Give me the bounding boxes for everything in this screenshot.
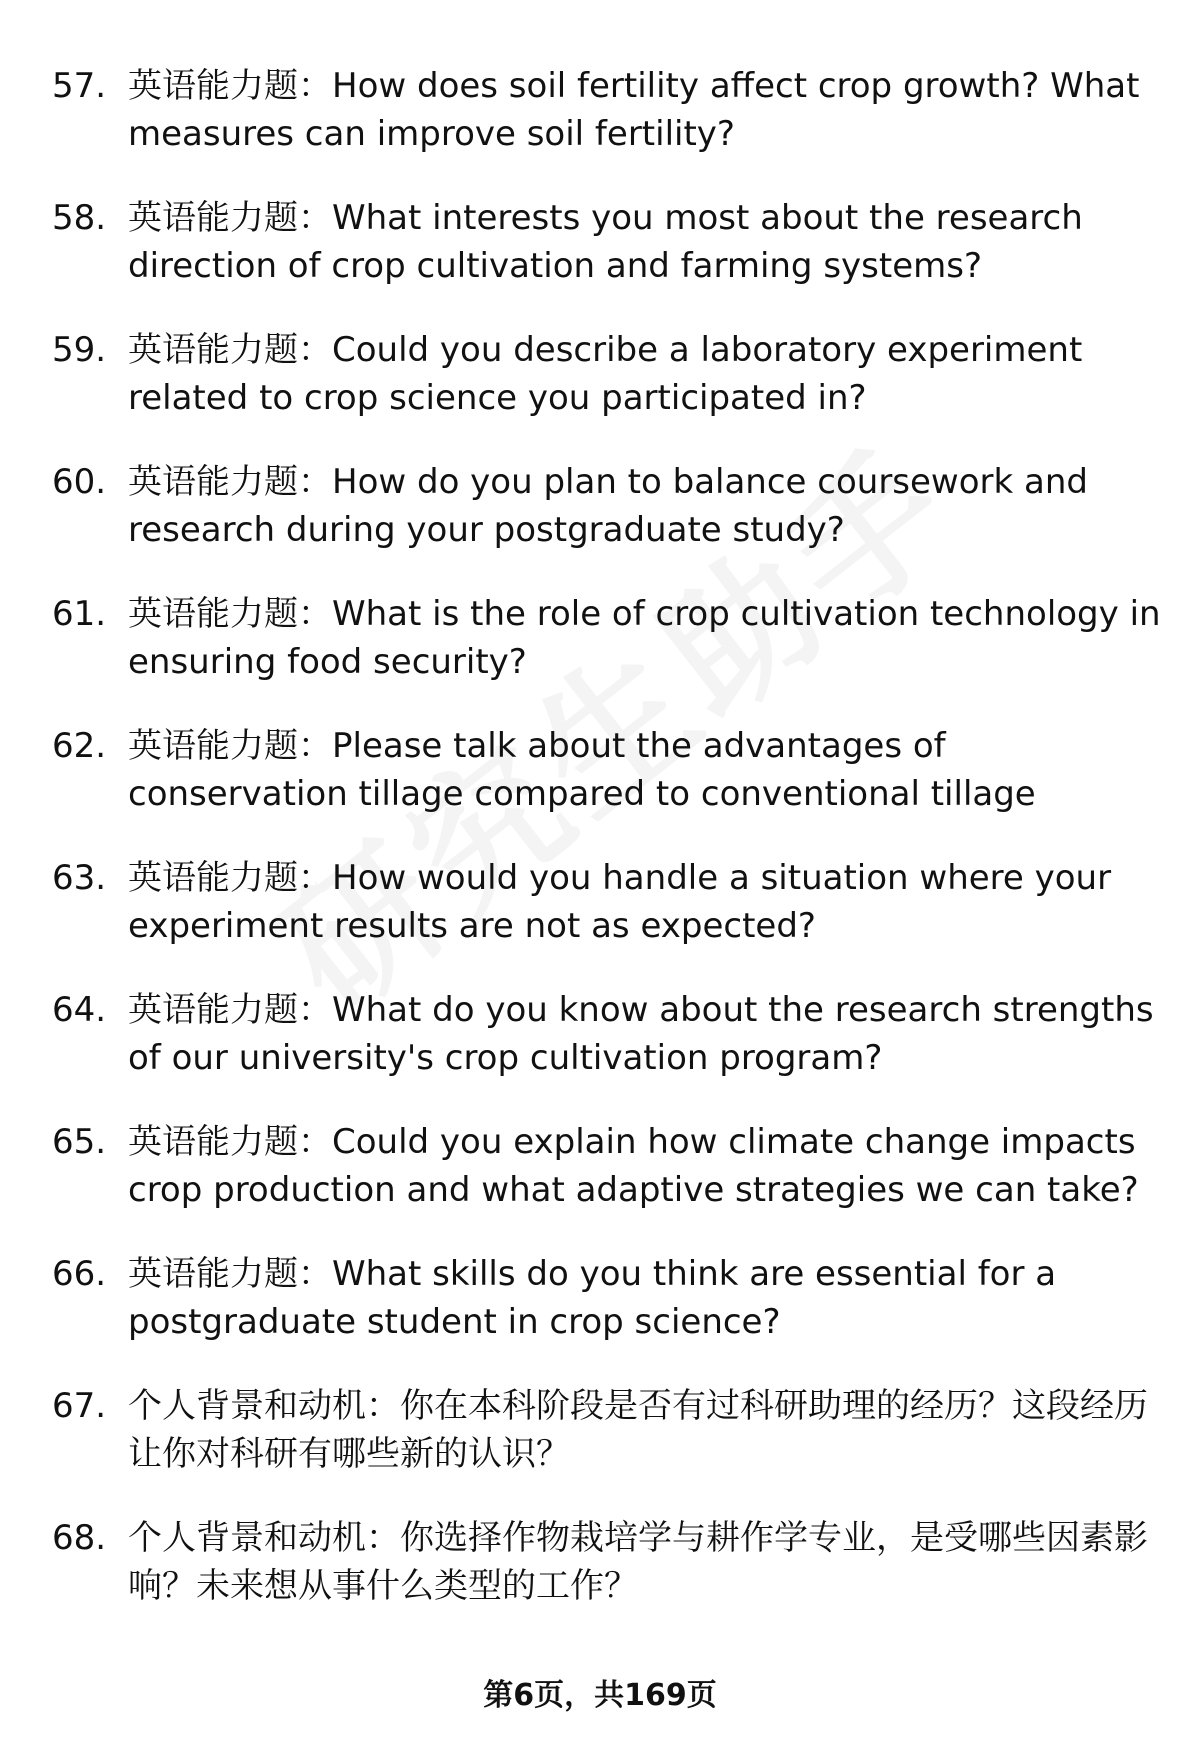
question-text: 英语能力题：What interests you most about the research direction of crop cultivation and farming systems? — [128, 198, 1083, 286]
question-item — [0, 194, 1200, 326]
question-text: 英语能力题：What do you know about the research strengths of our university's crop cultivation program? — [128, 990, 1154, 1078]
question-text: 英语能力题：How would you handle a situation where your experiment results are not as expected? — [128, 858, 1112, 946]
question-text: 英语能力题：What is the role of crop cultivation technology in ensuring food security? — [128, 594, 1161, 682]
question-item — [0, 1118, 1200, 1250]
question-text: 英语能力题：Could you describe a laboratory experiment related to crop science you participated in? — [128, 330, 1083, 418]
question-list — [0, 62, 1200, 1646]
question-number: 61. — [52, 594, 107, 634]
question-text: 英语能力题：How does soil fertility affect crop growth? What measures can improve soil fertility? — [128, 66, 1140, 154]
question-number: 63. — [52, 858, 107, 898]
question-item — [0, 1250, 1200, 1382]
question-item — [0, 62, 1200, 194]
question-item — [0, 458, 1200, 590]
question-text: 英语能力题：What skills do you think are essential for a postgraduate student in crop science? — [128, 1254, 1057, 1342]
question-text: 英语能力题：How do you plan to balance coursework and research during your postgraduate study? — [128, 462, 1088, 550]
question-number: 59. — [52, 330, 107, 370]
question-text: 个人背景和动机：你选择作物栽培学与耕作学专业，是受哪些因素影响？未来想从事什么类型的工作？ — [128, 1518, 1148, 1606]
question-number: 67. — [52, 1386, 107, 1426]
question-number: 60. — [52, 462, 107, 502]
question-number: 62. — [52, 726, 107, 766]
question-number: 58. — [52, 198, 107, 238]
question-number: 65. — [52, 1122, 107, 1162]
page-footer: 第6页，共169页 — [483, 1678, 717, 1713]
question-item — [0, 590, 1200, 722]
question-text: 英语能力题：Please talk about the advantages of conservation tillage compared to conventional tillage — [128, 726, 1036, 814]
question-item — [0, 326, 1200, 458]
question-number: 57. — [52, 66, 107, 106]
question-item — [0, 986, 1200, 1118]
question-item — [0, 722, 1200, 854]
question-number: 66. — [52, 1254, 107, 1294]
question-text: 英语能力题：Could you explain how climate change impacts crop production and what adaptive strategies we can take? — [128, 1122, 1139, 1210]
question-number: 64. — [52, 990, 107, 1030]
question-item — [0, 1514, 1200, 1646]
question-number: 68. — [52, 1518, 107, 1558]
question-item — [0, 854, 1200, 986]
question-item — [0, 1382, 1200, 1514]
question-text: 个人背景和动机：你在本科阶段是否有过科研助理的经历？这段经历让你对科研有哪些新的认识？ — [128, 1386, 1148, 1474]
